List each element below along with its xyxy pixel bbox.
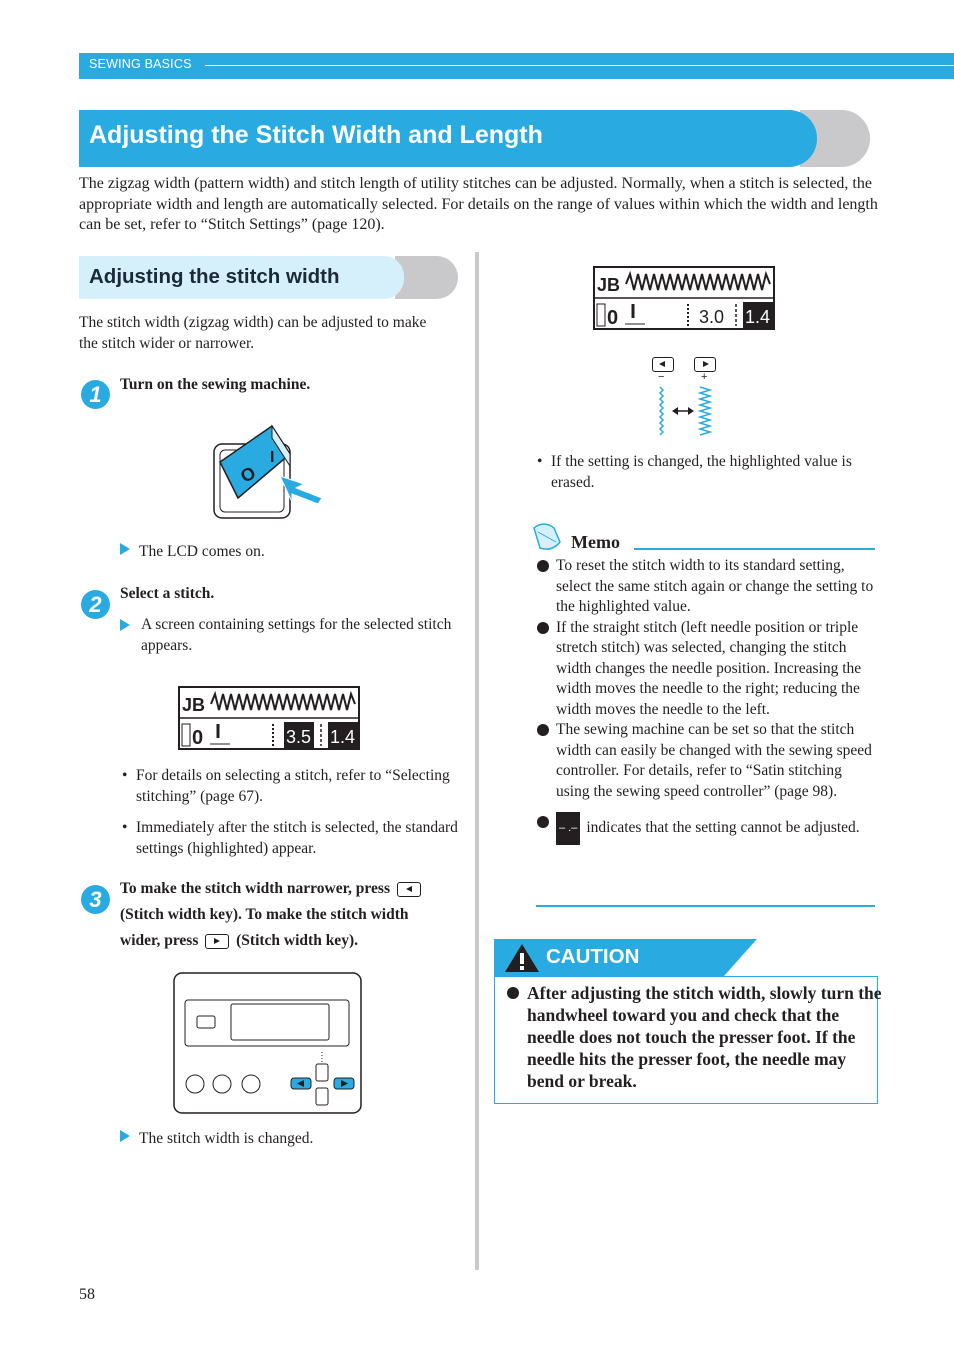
minus-label: − — [658, 371, 665, 383]
bullet-icon — [537, 622, 549, 634]
lcd-screen-changed — [593, 266, 775, 330]
column-divider — [475, 252, 479, 1270]
memo-item: – .– indicates that the setting cannot be adjusted. — [536, 812, 876, 845]
step-2-note-1: • For details on selecting a stitch, refer to “Selecting stitching” (page 67). — [122, 767, 450, 805]
lcd-width-value: 3.0 — [699, 307, 725, 327]
stitch-width-decrease-key[interactable] — [652, 357, 674, 372]
result-arrow-icon — [120, 619, 130, 631]
memo-bottom-rule — [536, 905, 875, 907]
lcd-length-value: 1.4 — [745, 307, 771, 327]
step-1-text: Turn on the sewing machine. — [120, 376, 311, 393]
header-rule — [205, 65, 954, 66]
subtitle-band — [79, 256, 404, 299]
stitch-width-arrow-icon — [652, 385, 720, 437]
caution-header-tail — [724, 939, 757, 976]
stitch-width-increase-key[interactable] — [205, 934, 229, 949]
subtitle-intro: The stitch width (zigzag width) can be adjusted to make the stitch wider or narrower. — [79, 314, 427, 352]
memo-item: The sewing machine can be set so that the stitch width can easily be changed with the sewing speed controller. For details, refer to “Satin stitching using the sewing speed controller” (page 98). — [536, 720, 876, 802]
bullet-icon — [537, 816, 549, 828]
step-2-number: 2 — [81, 590, 110, 619]
memo-rule — [634, 548, 875, 550]
title-band — [79, 110, 817, 167]
needle-position-icon: 0 — [192, 727, 204, 749]
step-2-result: A screen containing settings for the selected stitch appears. — [120, 615, 460, 656]
lcd-screen-standard — [178, 686, 360, 750]
stitch-width-decrease-key[interactable] — [397, 882, 421, 897]
section-label: SEWING BASICS — [89, 57, 192, 71]
bullet-icon — [507, 987, 519, 999]
result-arrow-icon — [120, 1130, 130, 1142]
section-header-bar — [79, 53, 954, 79]
bullet-icon — [537, 560, 549, 572]
stitch-width-increase-key[interactable] — [694, 357, 716, 372]
step-3-number: 3 — [81, 885, 110, 914]
needle-position-icon: 0 — [607, 307, 619, 329]
step-2-note-2: • Immediately after the stitch is selected, the standard settings (highlighted) appear. — [122, 819, 458, 857]
stitch-type-icon: JB — [597, 275, 621, 295]
plus-label: + — [701, 371, 708, 383]
memo-item: To reset the stitch width to its standard setting, select the same stitch again or change the setting to the highlighted value. — [536, 556, 876, 618]
intro-paragraph: The zigzag width (pattern width) and stitch length of utility stitches can be adjusted. Normally, when a stitch is selected, the appropriate width and length are automatically selected. For details on the range of values within which the width and length can be set, refer to “Stitch Settings” (page 120). — [79, 175, 878, 233]
step-3-result: The stitch width is changed. — [120, 1129, 313, 1150]
section-subtitle: Adjusting the stitch width — [89, 265, 340, 288]
page-number: 58 — [79, 1286, 95, 1303]
memo-list — [536, 556, 876, 845]
subtitle-band-cap — [395, 256, 458, 299]
switch-on-label: I — [270, 449, 275, 466]
not-adjustable-icon: – .– — [556, 812, 580, 845]
bullet-icon — [537, 724, 549, 736]
page-title: Adjusting the Stitch Width and Length — [89, 121, 543, 149]
lcd-length-value: 1.4 — [330, 727, 356, 747]
control-panel-illustration — [173, 972, 363, 1116]
right-note: • If the setting is changed, the highlighted value is erased. — [537, 453, 852, 491]
caution-item: After adjusting the stitch width, slowly turn the handwheel toward you and check that the needle does not touch the presser foot. If the needle hits the presser foot, the needle may bend or break. — [507, 982, 883, 1092]
step-3-text: To make the stitch width narrower, press (Stitch width key). To make the stitch width wider, press (Stitch width key). — [120, 876, 465, 954]
step-2-text: Select a stitch. — [120, 585, 215, 602]
warning-icon — [504, 943, 540, 973]
result-arrow-icon — [120, 543, 130, 555]
caution-header — [494, 939, 724, 976]
memo-item: If the straight stitch (left needle position or triple stretch stitch) was selected, changing the stitch width changes the needle position. Increasing the width moves the needle to the right; reducing the width moves the needle to the left. — [536, 618, 876, 721]
memo-title: Memo — [571, 532, 620, 552]
caution-box — [494, 976, 882, 1104]
power-switch-illustration — [212, 418, 327, 522]
memo-icon — [530, 522, 564, 552]
lcd-width-value: 3.5 — [286, 727, 312, 747]
width-key-diagram — [652, 357, 720, 437]
step-1-result: The LCD comes on. — [120, 542, 265, 563]
caution-title: CAUTION — [546, 945, 640, 968]
switch-off-label: O — [237, 462, 260, 487]
step-1-number: 1 — [81, 380, 110, 409]
stitch-type-icon: JB — [182, 695, 206, 715]
